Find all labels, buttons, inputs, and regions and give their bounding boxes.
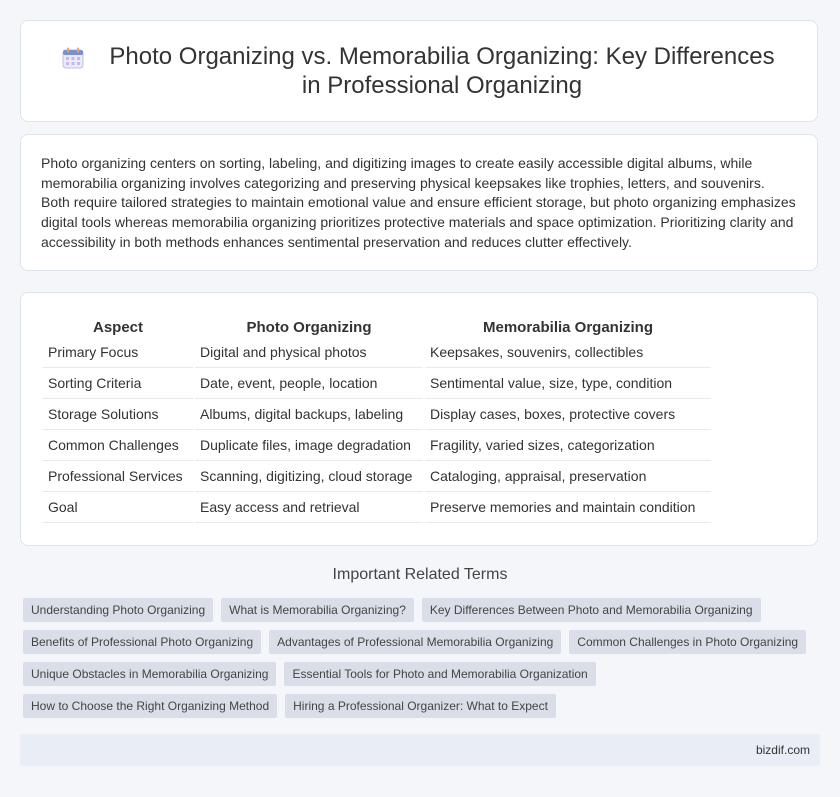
related-term-link[interactable]: Key Differences Between Photo and Memorabilia Organizing	[422, 598, 761, 622]
related-terms-list	[23, 598, 823, 718]
related-term-link[interactable]: Essential Tools for Photo and Memorabilia Organization	[284, 662, 595, 686]
table-cell: Duplicate files, image degradation	[195, 430, 423, 461]
table-cell: Professional Services	[43, 461, 193, 492]
table-cell: Sorting Criteria	[43, 368, 193, 399]
title-card	[20, 20, 818, 122]
table-cell: Easy access and retrieval	[195, 492, 423, 523]
related-terms-heading: Important Related Terms	[332, 566, 508, 583]
intro-card	[20, 134, 818, 271]
table-cell: Preserve memories and maintain condition	[425, 492, 711, 523]
comparison-table	[41, 315, 713, 523]
title-wrap	[21, 42, 817, 100]
table-cell: Date, event, people, location	[195, 368, 423, 399]
site-name[interactable]: bizdif.com	[755, 743, 810, 757]
table-row	[43, 492, 711, 523]
table-cell: Albums, digital backups, labeling	[195, 399, 423, 430]
table-cell: Cataloging, appraisal, preservation	[425, 461, 711, 492]
table-row	[43, 399, 711, 430]
related-term-link[interactable]: How to Choose the Right Organizing Method	[23, 694, 277, 718]
table-row	[43, 461, 711, 492]
comparison-card	[20, 292, 818, 546]
table-cell: Goal	[43, 492, 193, 523]
table-row	[43, 368, 711, 399]
related-term-link[interactable]: Common Challenges in Photo Organizing	[569, 630, 806, 654]
related-term-link[interactable]: What is Memorabilia Organizing?	[221, 598, 414, 622]
table-cell: Storage Solutions	[43, 399, 193, 430]
table-cell: Fragility, varied sizes, categorization	[425, 430, 711, 461]
page-title: Photo Organizing vs. Memorabilia Organizing: Key Differences in Professional Organizing	[109, 43, 775, 99]
related-term-link[interactable]: Hiring a Professional Organizer: What to Expect	[285, 694, 556, 718]
table-row	[43, 430, 711, 461]
table-row	[43, 337, 711, 368]
column-header-memorabilia: Memorabilia Organizing	[482, 318, 654, 336]
table-cell: Common Challenges	[43, 430, 193, 461]
table-cell: Digital and physical photos	[195, 337, 423, 368]
table-cell: Keepsakes, souvenirs, collectibles	[425, 337, 711, 368]
related-term-link[interactable]: Benefits of Professional Photo Organizing	[23, 630, 261, 654]
column-header-photo: Photo Organizing	[246, 318, 372, 336]
related-term-link[interactable]: Understanding Photo Organizing	[23, 598, 213, 622]
table-cell: Sentimental value, size, type, condition	[425, 368, 711, 399]
table-cell: Scanning, digitizing, cloud storage	[195, 461, 423, 492]
intro-paragraph: Photo organizing centers on sorting, labeling, and digitizing images to create easily accessible digital albums, while memorabilia organizing involves categorizing and preserving physical keepsakes like trophies, letters, and souvenirs. Both require tailored strategies to maintain emotional value and ensure efficient storage, but photo organizing emphasizes digital tools whereas memorabilia organizing prioritizes protective materials and space optimization. Prioritizing clarity and accessibility in both methods enhances sentimental preservation and reduces clutter effectively.	[41, 155, 796, 250]
footer	[20, 734, 820, 766]
table-header-row	[43, 315, 711, 337]
column-header-aspect: Aspect	[92, 318, 144, 336]
related-term-link[interactable]: Unique Obstacles in Memorabilia Organizing	[23, 662, 276, 686]
calendar-icon	[61, 46, 85, 70]
table-cell: Primary Focus	[43, 337, 193, 368]
table-cell: Display cases, boxes, protective covers	[425, 399, 711, 430]
related-term-link[interactable]: Advantages of Professional Memorabilia Organizing	[269, 630, 561, 654]
